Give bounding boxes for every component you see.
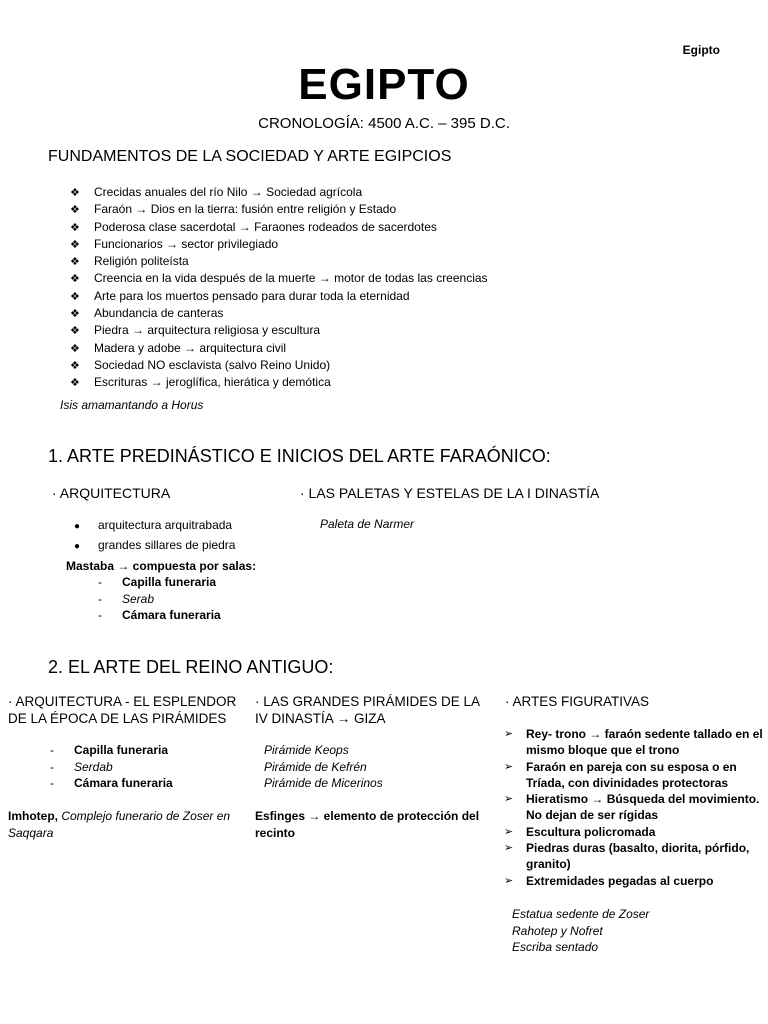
list-item: ➢ Piedras duras (basalto, diorita, pórfido, granito)	[504, 841, 750, 872]
section-2-architecture-heading: · ARQUITECTURA - EL ESPLENDOR DE LA ÉPOCA DE LAS PIRÁMIDES	[8, 694, 237, 726]
list-item: Pirámide Keops	[264, 743, 349, 757]
list-item: - Serdab	[50, 759, 113, 774]
list-item: Rahotep y Nofret	[512, 923, 603, 938]
list-item: ➢ Hieratismo → Búsqueda del movimiento. No dejan de ser rígidas	[504, 792, 760, 823]
list-item: ● arquitectura arquitrabada	[74, 516, 235, 536]
arrow-bullet-icon: ➢	[504, 874, 514, 887]
diamond-bullet-icon: ❖	[70, 221, 80, 234]
section-2-heading: 2. EL ARTE DEL REINO ANTIGUO:	[48, 657, 334, 677]
list-item: ● grandes sillares de piedra	[74, 536, 235, 556]
list-item: ❖ Abundancia de canteras	[70, 305, 488, 322]
diamond-bullet-icon: ❖	[70, 359, 80, 372]
pyramids-list	[264, 742, 383, 792]
section-2-pyramids-heading: · LAS GRANDES PIRÁMIDES DE LA IV DINASTÍA → GIZA	[255, 694, 480, 726]
fundamentos-list	[70, 184, 488, 392]
arrow-bullet-icon: ➢	[504, 760, 514, 773]
esfinges-text: Esfinges → elemento de protección del recinto	[255, 809, 480, 840]
list-item: Pirámide de Kefrén	[264, 759, 367, 774]
list-item: ❖ Faraón → Dios en la tierra: fusión entre religión y Estado	[70, 201, 488, 218]
diamond-bullet-icon: ❖	[70, 256, 80, 269]
section-2-architecture-list	[50, 742, 173, 792]
diamond-bullet-icon: ❖	[70, 325, 80, 338]
page-title: EGIPTO	[298, 60, 470, 109]
diamond-bullet-icon: ❖	[70, 377, 80, 390]
figurative-works-list	[512, 906, 649, 956]
list-item: ❖ Creencia en la vida después de la muerte → motor de todas las creencias	[70, 270, 488, 287]
diamond-bullet-icon: ❖	[70, 238, 80, 251]
list-item: ➢ Faraón en pareja con su esposa o en Tríada, con divinidades protectoras	[504, 759, 737, 790]
list-item: ➢ Rey- trono → faraón sedente tallado en el mismo bloque que el trono	[504, 727, 763, 758]
section-1-architecture-list	[74, 516, 235, 556]
list-item: Pirámide de Micerinos	[264, 776, 383, 790]
list-item: ❖ Funcionarios → sector privilegiado	[70, 236, 488, 253]
list-item: ❖ Religión politeísta	[70, 253, 488, 270]
section-1-paletas-heading: · LAS PALETAS Y ESTELAS DE LA I DINASTÍA	[300, 485, 600, 501]
list-item: - Cámara funeraria	[50, 776, 173, 790]
list-item: Escriba sentado	[512, 940, 599, 954]
arrow-bullet-icon: ➢	[504, 842, 514, 855]
arrow-bullet-icon: ➢	[504, 793, 514, 806]
mastaba-rooms-list	[98, 574, 221, 624]
mastaba-label: Mastaba → compuesta por salas:	[66, 559, 257, 573]
list-item: ❖ Madera y adobe → arquitectura civil	[70, 340, 488, 357]
list-item: ➢ Escultura policromada	[504, 824, 656, 839]
dot-bullet-icon: ●	[74, 541, 81, 552]
list-item: ❖ Poderosa clase sacerdotal → Faraones rodeados de sacerdotes	[70, 219, 488, 236]
dot-bullet-icon: ●	[74, 521, 81, 532]
arrow-bullet-icon: ➢	[504, 728, 514, 740]
figurative-list	[502, 726, 764, 889]
list-item: - Serab	[98, 591, 155, 606]
diamond-bullet-icon: ❖	[70, 290, 80, 303]
list-item: - Capilla funeraria	[98, 575, 217, 589]
diamond-bullet-icon: ❖	[70, 273, 80, 286]
chronology-subtitle: CRONOLOGÍA: 4500 A.C. – 395 D.C.	[258, 115, 510, 132]
list-item: ➢ Extremidades pegadas al cuerpo	[504, 873, 714, 888]
section-1-architecture-heading: · ARQUITECTURA	[52, 485, 171, 501]
fundamentos-heading: FUNDAMENTOS DE LA SOCIEDAD Y ARTE EGIPCIOS	[48, 148, 452, 165]
list-item: ❖ Piedra → arquitectura religiosa y escultura	[70, 322, 488, 339]
section-2-figurative-heading: · ARTES FIGURATIVAS	[505, 694, 650, 709]
image-caption-isis: Isis amamantando a Horus	[60, 398, 204, 412]
arrow-bullet-icon: ➢	[504, 825, 514, 838]
list-item: - Capilla funeraria	[50, 743, 169, 757]
list-item: - Cámara funeraria	[98, 608, 221, 622]
list-item: ❖ Escrituras → jeroglífica, hierática y demótica	[70, 374, 488, 391]
list-item: ❖ Arte para los muertos pensado para durar toda la eternidad	[70, 288, 488, 305]
diamond-bullet-icon: ❖	[70, 308, 80, 321]
list-item: ❖ Crecidas anuales del río Nilo → Sociedad agrícola	[70, 184, 488, 201]
diamond-bullet-icon: ❖	[70, 342, 80, 355]
image-caption-narmer: Paleta de Narmer	[320, 517, 415, 531]
list-item: Estatua sedente de Zoser	[512, 907, 650, 921]
imhotep-text: Imhotep, Complejo funerario de Zoser en Saqqara	[8, 809, 231, 840]
section-1-heading: 1. ARTE PREDINÁSTICO E INICIOS DEL ARTE FARAÓNICO:	[48, 446, 551, 466]
diamond-bullet-icon: ❖	[70, 204, 80, 217]
diamond-bullet-icon: ❖	[70, 187, 80, 199]
list-item: ❖ Sociedad NO esclavista (salvo Reino Unido)	[70, 357, 488, 374]
page-header-label: Egipto	[682, 43, 720, 57]
